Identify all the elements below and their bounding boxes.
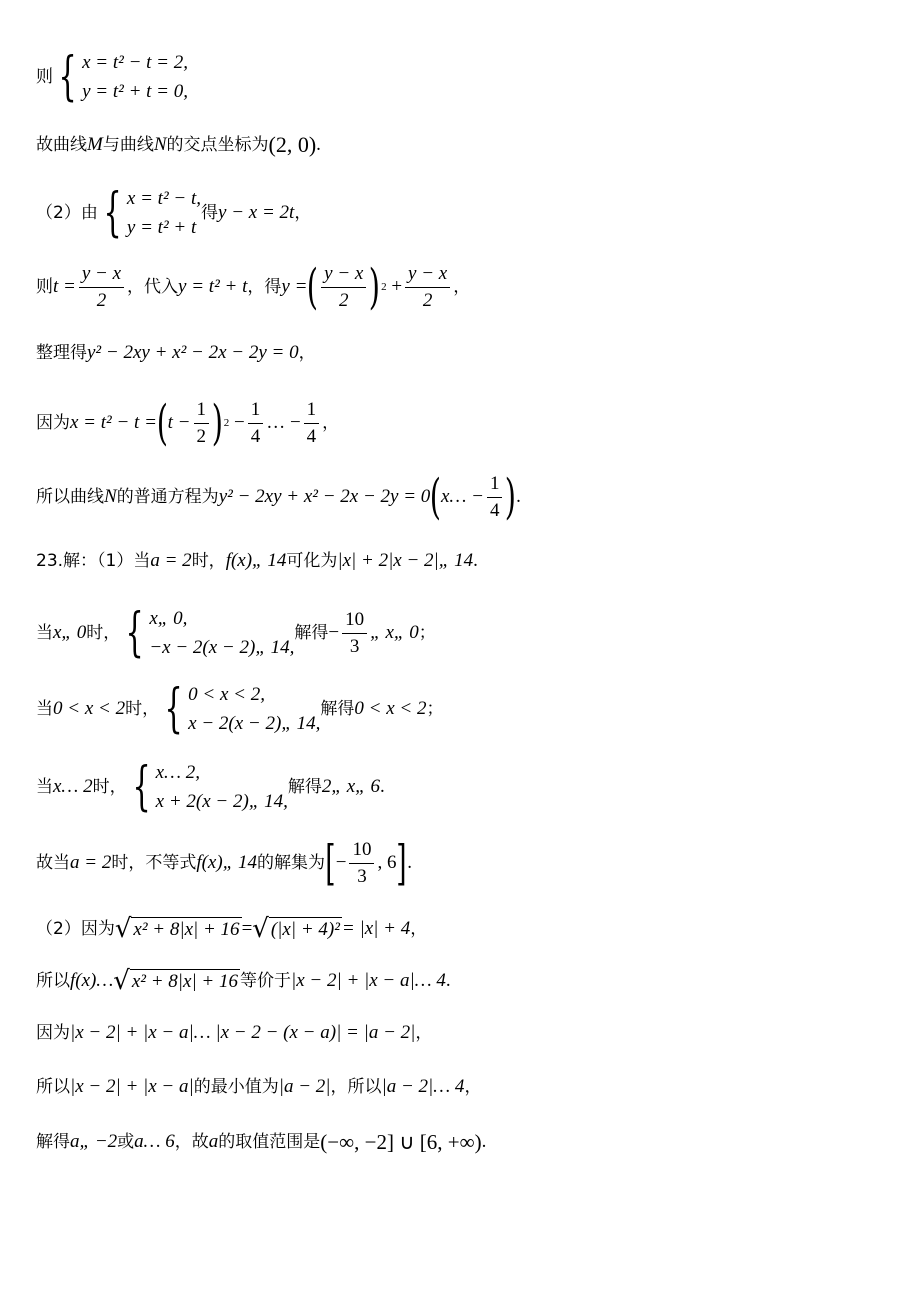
punct: . <box>481 1131 487 1153</box>
prefix-text: （2）因为 <box>36 918 115 939</box>
result: = |x| + 4 <box>341 917 411 939</box>
numerator: y − x <box>405 262 450 288</box>
equivalent-inequality <box>36 968 451 994</box>
punct: ， <box>298 343 316 364</box>
text: 解得 <box>320 699 355 720</box>
brace-glyph: { <box>103 183 122 244</box>
range-of-x <box>36 395 340 452</box>
denominator: 3 <box>349 635 360 657</box>
text: 时， <box>86 623 121 644</box>
minus: − <box>335 851 347 873</box>
fraction <box>304 398 320 449</box>
equation-system <box>53 48 188 107</box>
fraction <box>248 398 264 449</box>
exponent: 2 <box>381 280 387 293</box>
prefix-text: 因为 <box>36 413 70 434</box>
range-part-2: a… 6 <box>134 1131 175 1153</box>
prefix-text: 故当 <box>36 853 70 874</box>
part2-derivation <box>36 184 311 243</box>
case-x-le-0 <box>36 604 436 663</box>
brace-glyph: { <box>132 757 151 818</box>
denominator: 2 <box>422 289 433 311</box>
punct: . <box>379 776 385 798</box>
result: |x − 2| + |x − a|… 4 <box>291 969 446 991</box>
system-row-1: x = t² − t = 2, <box>82 52 188 73</box>
text: 的最小值为 <box>193 1077 279 1098</box>
prefix-text: （2）由 <box>36 203 98 224</box>
radicand: x² + 8|x| + 16 <box>131 971 238 993</box>
fraction <box>487 472 503 523</box>
function-ge: f(x)… <box>70 969 114 991</box>
range-part-1: a„ −2 <box>70 1131 118 1153</box>
punct: ， <box>322 413 340 434</box>
exponent: 2 <box>223 416 230 429</box>
result: 0 < x < 2 <box>354 698 427 720</box>
punct: ， <box>415 1023 433 1044</box>
equation-system <box>120 604 294 663</box>
solution-set-part1 <box>36 835 412 892</box>
curve-n: N <box>153 133 167 155</box>
paren-close: ) <box>369 259 381 316</box>
minus: − <box>229 411 245 433</box>
fraction <box>194 398 210 449</box>
paren-open: ( <box>307 259 319 316</box>
numerator: 1 <box>248 398 264 424</box>
text: 或 <box>117 1132 135 1153</box>
equation-system <box>98 184 201 243</box>
prefix-text: 23.解：（1）当 <box>36 551 151 572</box>
intersection-point: (2, 0) <box>268 132 317 157</box>
equation: y² − 2xy + x² − 2x − 2y = 0 <box>87 342 299 363</box>
punct: ； <box>418 623 436 644</box>
condition: 0 < x < 2 <box>53 698 126 720</box>
brace-glyph: { <box>164 679 183 740</box>
prefix-text: 因为 <box>36 1023 70 1044</box>
equals: = <box>241 917 253 939</box>
punct: . <box>407 851 412 873</box>
curve-n: N <box>104 485 117 507</box>
system-xy-equals <box>36 48 188 107</box>
triangle-inequality <box>36 1022 432 1045</box>
punct: ， <box>410 918 428 939</box>
a-value: a = 2 <box>150 550 192 571</box>
prefix-text: 所以 <box>36 970 70 991</box>
equation-system <box>127 758 288 817</box>
punct: . <box>445 969 451 991</box>
paren-open: ( <box>430 469 442 526</box>
condition: x„ 0 <box>53 622 87 644</box>
text: 与曲线 <box>102 135 154 155</box>
text: ，代入 <box>127 277 179 298</box>
denominator: 4 <box>306 425 317 447</box>
prefix-text: 则 <box>36 277 53 298</box>
text: 的取值范围是 <box>218 1132 321 1153</box>
square-root <box>115 916 242 942</box>
paren-close: ) <box>505 469 517 526</box>
denominator: 2 <box>96 289 107 311</box>
general-equation-n <box>36 469 521 526</box>
text: 故曲线 <box>36 135 87 155</box>
text: 等价于 <box>240 970 291 991</box>
prefix-text: 则 <box>36 67 53 88</box>
prefix-text: 解得 <box>36 1132 70 1153</box>
text: 的解集为 <box>257 853 326 874</box>
inequality: f(x)„ 14 <box>225 550 287 571</box>
equation: y² − 2xy + x² − 2x − 2y = 0 <box>218 485 431 507</box>
text: 时，不等式 <box>111 853 197 874</box>
denominator: 4 <box>250 425 261 447</box>
numerator: 10 <box>342 608 367 634</box>
radical-sign: √ <box>113 966 130 996</box>
equation: |x − 2| + |x − a|… |x − 2 − (x − a)| = |a − 2| <box>70 1022 416 1043</box>
brace-glyph: { <box>58 47 77 108</box>
problem-23-part1 <box>36 550 478 573</box>
paren-close: ) <box>211 395 223 452</box>
plus: + <box>386 275 403 297</box>
ge-symbol: … <box>266 411 286 433</box>
numerator: 1 <box>304 398 320 424</box>
result: 2„ x„ 6 <box>321 776 380 798</box>
prefix-text: 当 <box>36 623 53 644</box>
punct: . <box>516 485 521 507</box>
minus: − <box>285 411 301 433</box>
minimum-value <box>36 1076 481 1099</box>
text: 时， <box>92 777 127 798</box>
numerator: y − x <box>79 262 124 288</box>
t-equals: t = <box>53 275 76 297</box>
interval-end: , 6 <box>377 851 397 873</box>
square-root <box>252 916 342 942</box>
case-0-lt-x-lt-2 <box>36 680 443 739</box>
numerator: 10 <box>349 838 374 864</box>
inner-expression: t − <box>167 411 191 433</box>
equation-system <box>159 680 320 739</box>
system-row-1: x = t² − t, <box>126 188 202 209</box>
system-row-2: x + 2(x − 2)„ 14, <box>155 791 288 813</box>
punct: ， <box>464 1077 482 1098</box>
inequality: f(x)„ 14 <box>196 851 258 873</box>
text: ，得 <box>247 277 282 298</box>
substitution: y = t² + t <box>178 275 248 297</box>
substitution-line <box>36 259 471 316</box>
text: ，所以 <box>330 1077 382 1098</box>
prefix-text: 所以曲线 <box>36 487 104 508</box>
text: 时， <box>191 551 226 572</box>
minimum: |a − 2| <box>278 1076 331 1097</box>
denominator: 3 <box>357 865 367 887</box>
punct: ， <box>453 277 471 298</box>
equation: x = t² − t = <box>70 411 157 433</box>
part2-simplify-root <box>36 916 427 942</box>
text: 得 <box>201 203 219 224</box>
paren-open: ( <box>156 395 168 452</box>
prefix-text: 当 <box>36 777 53 798</box>
result: „ x„ 0 <box>370 622 419 644</box>
bracket-open: [ <box>325 835 336 892</box>
radicand: (|x| + 4)² <box>270 919 340 941</box>
system-row-2: −x − 2(x − 2)„ 14, <box>149 637 295 659</box>
radical-sign: √ <box>252 914 269 944</box>
system-row-1: x… 2, <box>155 762 200 783</box>
absolute-inequality: |x| + 2|x − 2|„ 14 <box>337 550 474 571</box>
text: 时， <box>125 699 160 720</box>
case-x-ge-2 <box>36 758 385 817</box>
numerator: 1 <box>487 472 503 498</box>
radical-sign: √ <box>114 914 132 944</box>
fraction <box>342 608 367 659</box>
condition: x… 2 <box>53 776 93 798</box>
minus: − <box>328 622 340 644</box>
punct: ； <box>426 699 444 720</box>
text: 的普通方程为 <box>116 487 219 508</box>
bracket-close: ] <box>396 835 407 892</box>
prefix-text: 当 <box>36 699 53 720</box>
fraction <box>349 838 374 889</box>
final-range <box>36 1130 486 1155</box>
value-range: (−∞, −2] ∪ [6, +∞) <box>320 1130 482 1154</box>
punct: . <box>473 550 478 571</box>
text: 的交点坐标为 <box>166 135 269 155</box>
result-equation: y − x = 2t <box>218 202 295 224</box>
fraction <box>79 262 124 313</box>
result: |a − 2|… 4 <box>381 1076 465 1097</box>
square-root <box>113 968 240 994</box>
system-row-2: x − 2(x − 2)„ 14, <box>188 713 321 735</box>
brace-glyph: { <box>125 603 144 664</box>
variable-a: a <box>208 1131 219 1153</box>
system-row-2: y = t² + t <box>126 217 197 239</box>
punct: ， <box>294 203 312 224</box>
denominator: 4 <box>489 499 500 521</box>
a-value: a = 2 <box>70 851 112 873</box>
denominator: 2 <box>196 425 206 447</box>
numerator: 1 <box>194 398 210 424</box>
system-row-2: y = t² + t = 0, <box>82 81 188 103</box>
numerator: y − x <box>321 262 366 288</box>
system-row-1: 0 < x < 2, <box>188 684 265 705</box>
simplified-equation <box>36 342 316 365</box>
denominator: 2 <box>338 289 349 311</box>
condition: x… − <box>441 485 484 507</box>
radicand: x² + 8|x| + 16 <box>133 919 240 941</box>
curve-m: M <box>87 133 103 155</box>
fraction <box>405 262 450 313</box>
prefix-text: 整理得 <box>36 343 87 364</box>
y-equals: y = <box>281 275 308 297</box>
system-row-1: x„ 0, <box>149 608 188 629</box>
text: 可化为 <box>286 551 338 572</box>
text: ，故 <box>174 1132 209 1153</box>
text: 解得 <box>287 777 322 798</box>
punct: . <box>316 133 321 155</box>
fraction <box>321 262 366 313</box>
text: 解得 <box>294 623 329 644</box>
prefix-text: 所以 <box>36 1077 70 1098</box>
intersection-statement <box>36 132 321 158</box>
expression: |x − 2| + |x − a| <box>70 1076 194 1097</box>
